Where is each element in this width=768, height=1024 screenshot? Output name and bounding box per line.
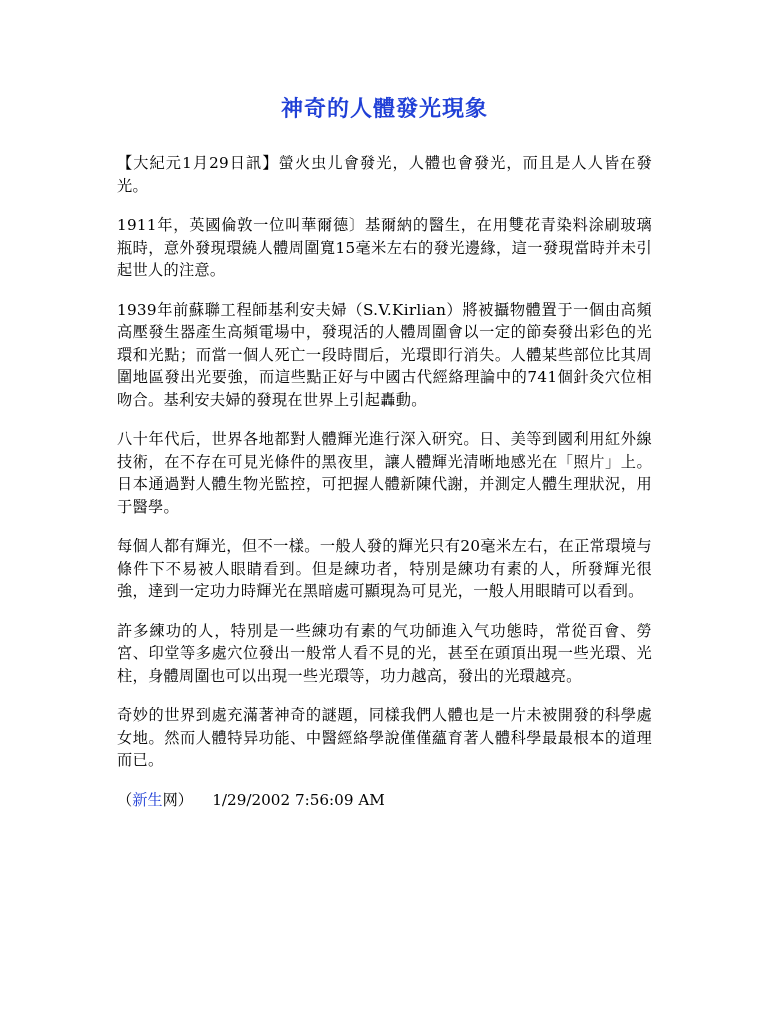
paragraph-1911: 1911年，英國倫敦一位叫華爾德〕基爾納的醫生，在用雙花青染料涂刷玻璃瓶時，意外發現環繞人體周圍寬15毫米左右的發光邊緣，這一發現當時并未引起世人的注意。 bbox=[117, 216, 652, 279]
paragraph-intro: 【大紀元1月29日訊】螢火虫儿會發光，人體也會發光，而且是人人皆在發光。 bbox=[117, 154, 652, 195]
paragraph-qigong: 許多練功的人，特別是一些練功有素的气功師進入气功態時，常從百會、勞宮、印堂等多處穴位發出一般常人看不見的光，甚至在頭頂出現一些光環、光柱，身體周圍也可以出現一些光環等，功力越高，發出的光環越亮。 bbox=[117, 621, 652, 685]
source-open-paren: （ bbox=[117, 790, 133, 809]
source-link[interactable]: 新生 bbox=[132, 790, 163, 809]
paragraph-conclusion: 奇妙的世界到處充滿著神奇的謎題，同樣我們人體也是一片未被開發的科學處女地。然而人體特异功能、中醫經絡學說僅僅蘊育著人體科學最最根本的道理而已。 bbox=[117, 706, 652, 769]
paragraph-eighties: 八十年代后，世界各地都對人體輝光進行深入研究。日、美等到國利用紅外線技術，在不存在可見光條件的黑夜里，讓人體輝光清晰地感光在「照片」上。日本通過對人體生物光監控，可把握人體新陳代謝，并測定人體生理狀況，用于醫學。 bbox=[117, 430, 652, 516]
source-timestamp: 1/29/2002 7:56:09 AM bbox=[212, 790, 385, 809]
paragraph-everyone-glows: 每個人都有輝光，但不一樣。一般人發的輝光只有20毫米左右，在正常環境与條件下不易被人眼睛看到。但是練功者，特別是練功有素的人，所發輝光很強，達到一定功力時輝光在黑暗處可顯現為可見光，一般人用眼睛可以看到。 bbox=[117, 537, 652, 600]
paragraph-1939: 1939年前蘇聯工程師基利安夫婦（S.V.Kirlian）將被攝物體置于一個由高頻高壓發生器產生高頻電場中，發現活的人體周圍會以一定的節奏發出彩色的光環和光點；而當一個人死亡一段時間后，光環即行消失。人體某些部位比其周圍地區發出光要強，而這些點正好与中國古代經絡理論中的741個針灸穴位相吻合。基利安夫婦的發現在世界上引起轟動。 bbox=[117, 300, 652, 409]
article bbox=[117, 92, 652, 811]
article-title: 神奇的人體發光現象 bbox=[280, 96, 488, 122]
source-close: 网） bbox=[162, 790, 193, 809]
source-line bbox=[117, 789, 652, 811]
